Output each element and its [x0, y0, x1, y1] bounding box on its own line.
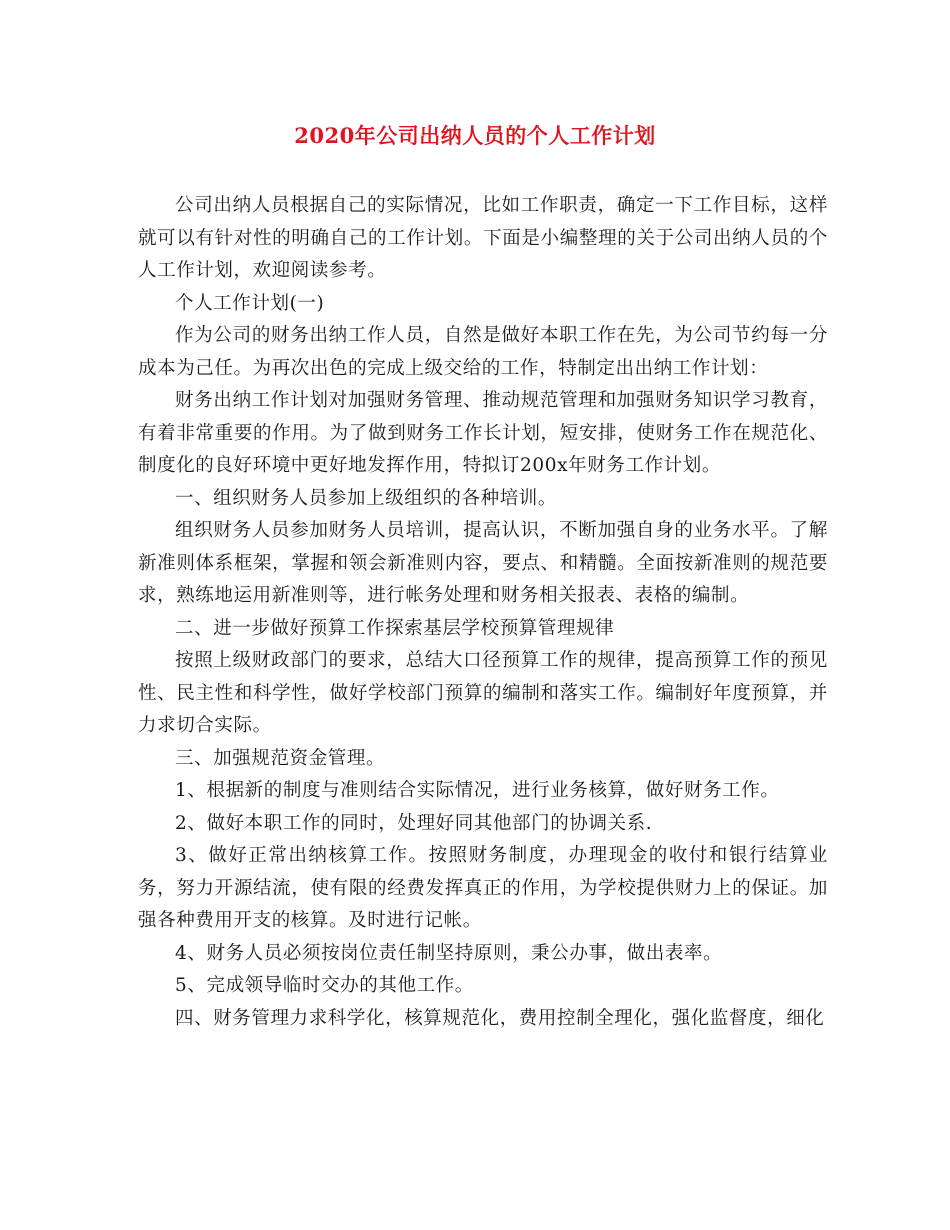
- section-heading: 一、组织财务人员参加上级组织的各种培训。: [175, 487, 558, 509]
- section-heading: 四、财务管理力求科学化，核算规范化，费用控制全理化，强化监督度，细化: [175, 1007, 825, 1029]
- paragraph: 作为公司的财务出纳工作人员，自然是做好本职工作在先，为公司节约每一分成本为己任。为再次出色的完成上级交给的工作，特制定出出纳工作计划：: [138, 325, 828, 379]
- section-heading: 二、进一步做好预算工作探索基层学校预算管理规律: [175, 617, 615, 639]
- paragraph: 公司出纳人员根据自己的实际情况，比如工作职责，确定一下工作目标，这样就可以有针对性的明确自己的工作计划。下面是小编整理的关于公司出纳人员的个人工作计划，欢迎阅读参考。: [138, 195, 828, 281]
- paragraph: 组织财务人员参加财务人员培训，提高认识，不断加强自身的业务水平。了解新准则体系框架，掌握和领会新准则内容，要点、和精髓。全面按新准则的规范要求，熟练地运用新准则等，进行帐务处理和财务相关报表、表格的编制。: [138, 520, 828, 606]
- list-item: 3、做好正常出纳核算工作。按照财务制度，办理现金的收付和银行结算业务，努力开源结流，使有限的经费发挥真正的作用，为学校提供财力上的保证。加强各种费用开支的核算。及时进行记帐。: [138, 845, 828, 931]
- list-item: 1、根据新的制度与准则结合实际情况，进行业务核算，做好财务工作。: [175, 780, 780, 801]
- list-item: 2、做好本职工作的同时，处理好同其他部门的协调关系.: [175, 812, 653, 834]
- paragraph: 财务出纳工作计划对加强财务管理、推动规范管理和加强财务知识学习教育，有着非常重要的作用。为了做到财务工作长计划，短安排，使财务工作在规范化、制度化的良好环境中更好地发挥作用，特拟订200x年财务工作计划。: [138, 390, 828, 476]
- section-heading: 三、加强规范资金管理。: [175, 747, 386, 769]
- list-item: 4、财务人员必须按岗位责任制坚持原则，秉公办事，做出表率。: [175, 942, 723, 964]
- document-title: 2020年公司出纳人员的个人工作计划: [294, 123, 656, 148]
- list-item: 5、完成领导临时交办的其他工作。: [175, 975, 474, 996]
- section-heading: 个人工作计划(一): [175, 292, 325, 314]
- document-body: [138, 190, 828, 1035]
- paragraph: 按照上级财政部门的要求，总结大口径预算工作的规律，提高预算工作的预见性、民主性和科学性，做好学校部门预算的编制和落实工作。编制好年度预算，并力求切合实际。: [138, 650, 828, 736]
